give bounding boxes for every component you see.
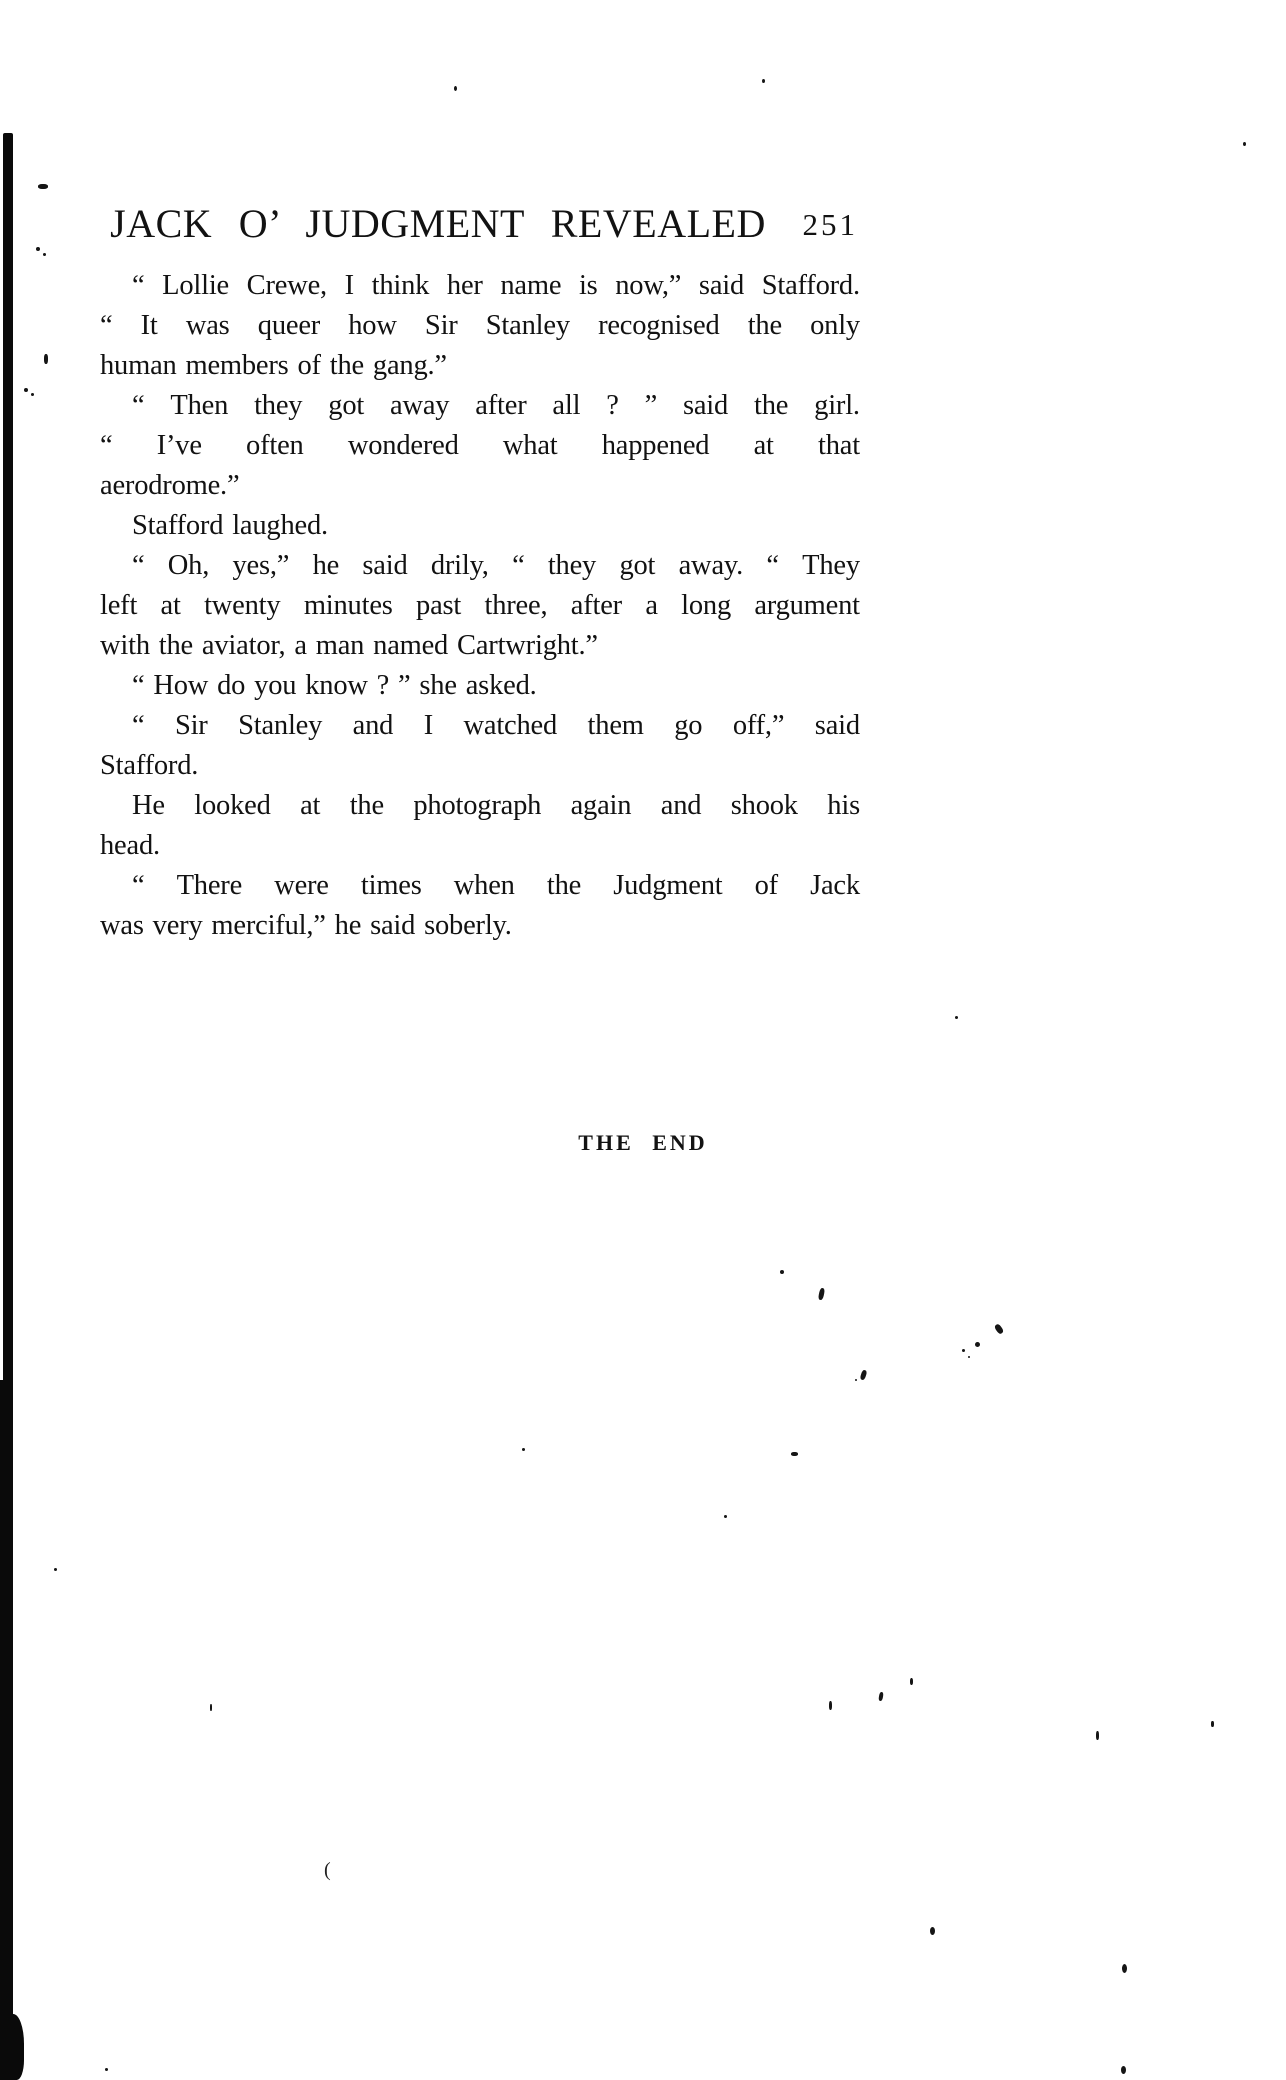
text-line: [100, 546, 860, 586]
text-line: [100, 866, 860, 906]
word: the: [349, 790, 384, 821]
scan-speck: [24, 388, 28, 392]
word: “: [132, 870, 145, 901]
text-line: [100, 586, 860, 626]
word: away: [390, 390, 450, 421]
scan-speck: [780, 1270, 784, 1274]
word: now,”: [615, 270, 682, 301]
word: Stanley: [238, 710, 323, 741]
scan-speck: [522, 1448, 525, 1451]
scan-speck: [910, 1678, 913, 1685]
word: He: [132, 790, 165, 821]
word: the: [754, 390, 789, 421]
body-text: [100, 266, 860, 946]
text-line: Stafford laughed.: [132, 510, 328, 541]
word: Lollie: [162, 270, 229, 301]
scan-speck: [1243, 142, 1246, 146]
word: three,: [484, 590, 548, 621]
binding-edge-blob: [0, 2014, 24, 2080]
word: and: [660, 790, 702, 821]
scan-speck: [36, 247, 40, 251]
word: twenty: [204, 590, 281, 621]
word: Judgment: [613, 870, 723, 901]
word: his: [827, 790, 860, 821]
page-number: 251: [802, 207, 858, 242]
word: There: [176, 870, 243, 901]
word: recognised: [598, 310, 720, 341]
page-header: [100, 198, 860, 246]
word: ”: [644, 390, 658, 421]
word: said: [682, 390, 729, 421]
word: “: [100, 430, 113, 461]
text-line: human members of the gang.”: [100, 350, 447, 381]
word: a: [645, 590, 658, 621]
word: at: [160, 590, 181, 621]
text-line: [100, 426, 860, 466]
text-line: Stafford.: [100, 750, 199, 781]
text-line: [100, 786, 860, 826]
scan-speck: [1122, 1964, 1127, 1973]
word: photograph: [413, 790, 542, 821]
scan-speck: [860, 1369, 868, 1380]
scan-speck: [818, 1288, 825, 1301]
word: “: [512, 550, 525, 581]
word: looked: [194, 790, 271, 821]
word: after: [475, 390, 527, 421]
scan-speck: [962, 1349, 965, 1352]
word: only: [810, 310, 860, 341]
word: that: [818, 430, 860, 461]
word: of: [754, 870, 778, 901]
text-line: aerodrome.”: [100, 470, 240, 501]
word: I’ve: [156, 430, 202, 461]
word: “: [100, 310, 113, 341]
scan-speck: [791, 1452, 798, 1456]
scan-speck: [105, 2068, 108, 2071]
scan-speck: [38, 184, 48, 189]
word: Then: [170, 390, 229, 421]
word: “: [132, 550, 145, 581]
scan-speck: [930, 1927, 935, 1935]
scan-speck: [1096, 1731, 1099, 1740]
scan-speck: [1121, 2066, 1126, 2074]
scan-speck: [955, 1016, 958, 1019]
word: Oh,: [167, 550, 210, 581]
word: what: [502, 430, 558, 461]
word: he: [312, 550, 340, 581]
text-line: [100, 386, 860, 426]
word: Stanley: [485, 310, 570, 341]
scan-speck: [968, 1356, 970, 1358]
word: Sir: [174, 710, 208, 741]
word: at: [753, 430, 774, 461]
word: after: [570, 590, 622, 621]
scan-speck: [54, 1568, 57, 1571]
word: the: [747, 310, 782, 341]
word: off,”: [732, 710, 785, 741]
word: at: [300, 790, 321, 821]
word: wondered: [347, 430, 459, 461]
word: “: [132, 390, 145, 421]
word: how: [348, 310, 397, 341]
word: them: [587, 710, 644, 741]
word: name: [500, 270, 562, 301]
scan-speck: [210, 1704, 212, 1711]
text-line: [100, 266, 860, 306]
word: girl.: [814, 390, 860, 421]
scan-speck: [44, 354, 48, 364]
word: watched: [463, 710, 558, 741]
word: drily,: [430, 550, 489, 581]
word: when: [453, 870, 515, 901]
word: left: [100, 590, 138, 621]
word: away.: [678, 550, 744, 581]
binding-edge-bar: [0, 1380, 6, 2080]
word: Stafford.: [761, 270, 860, 301]
text-line: [100, 306, 860, 346]
word: “: [132, 270, 145, 301]
scan-speck: [994, 1323, 1005, 1335]
word: times: [360, 870, 422, 901]
word: and: [352, 710, 394, 741]
scan-speck: [878, 1692, 884, 1702]
word: shook: [730, 790, 798, 821]
word: “: [766, 550, 779, 581]
word: they: [547, 550, 597, 581]
scan-speck: [31, 393, 34, 396]
scan-speck: [43, 253, 46, 256]
word: happened: [601, 430, 710, 461]
word: minutes: [303, 590, 393, 621]
word: I: [344, 270, 354, 301]
text-line: with the aviator, a man named Cartwright.”: [100, 630, 598, 661]
scan-mark-parenthesis: (: [324, 1859, 331, 1881]
word: was: [185, 310, 230, 341]
text-line: [100, 706, 860, 746]
word: think: [371, 270, 430, 301]
word: were: [274, 870, 329, 901]
word: go: [674, 710, 703, 741]
scan-speck: [724, 1515, 727, 1518]
word: Jack: [810, 870, 860, 901]
scan-speck: [975, 1342, 980, 1347]
word: her: [446, 270, 483, 301]
scan-speck: [855, 1379, 857, 1381]
scan-speck: [454, 86, 457, 91]
word: “: [132, 710, 145, 741]
word: queer: [257, 310, 321, 341]
text-line: head.: [100, 830, 160, 861]
the-end-label: THE END: [578, 1130, 708, 1155]
word: Crewe,: [246, 270, 327, 301]
word: got: [619, 550, 656, 581]
word: said: [814, 710, 860, 741]
word: all: [552, 390, 581, 421]
word: It: [140, 310, 158, 341]
scan-speck: [1211, 1721, 1214, 1727]
word: is: [578, 270, 598, 301]
word: they: [254, 390, 303, 421]
word: often: [246, 430, 304, 461]
word: long: [681, 590, 731, 621]
word: I: [423, 710, 434, 741]
text-line: was very merciful,” he said soberly.: [100, 910, 512, 941]
word: yes,”: [232, 550, 290, 581]
word: got: [328, 390, 365, 421]
word: They: [802, 550, 860, 581]
word: again: [570, 790, 632, 821]
running-title: JACK O’ JUDGMENT REVEALED: [110, 201, 766, 246]
word: ?: [606, 390, 619, 421]
word: argument: [754, 590, 860, 621]
word: said: [698, 270, 745, 301]
scan-speck: [762, 79, 765, 83]
word: said: [362, 550, 408, 581]
word: the: [546, 870, 582, 901]
word: Sir: [424, 310, 458, 341]
text-line: “ How do you know ? ” she asked.: [132, 670, 537, 701]
word: past: [416, 590, 462, 621]
scan-speck: [829, 1701, 832, 1710]
